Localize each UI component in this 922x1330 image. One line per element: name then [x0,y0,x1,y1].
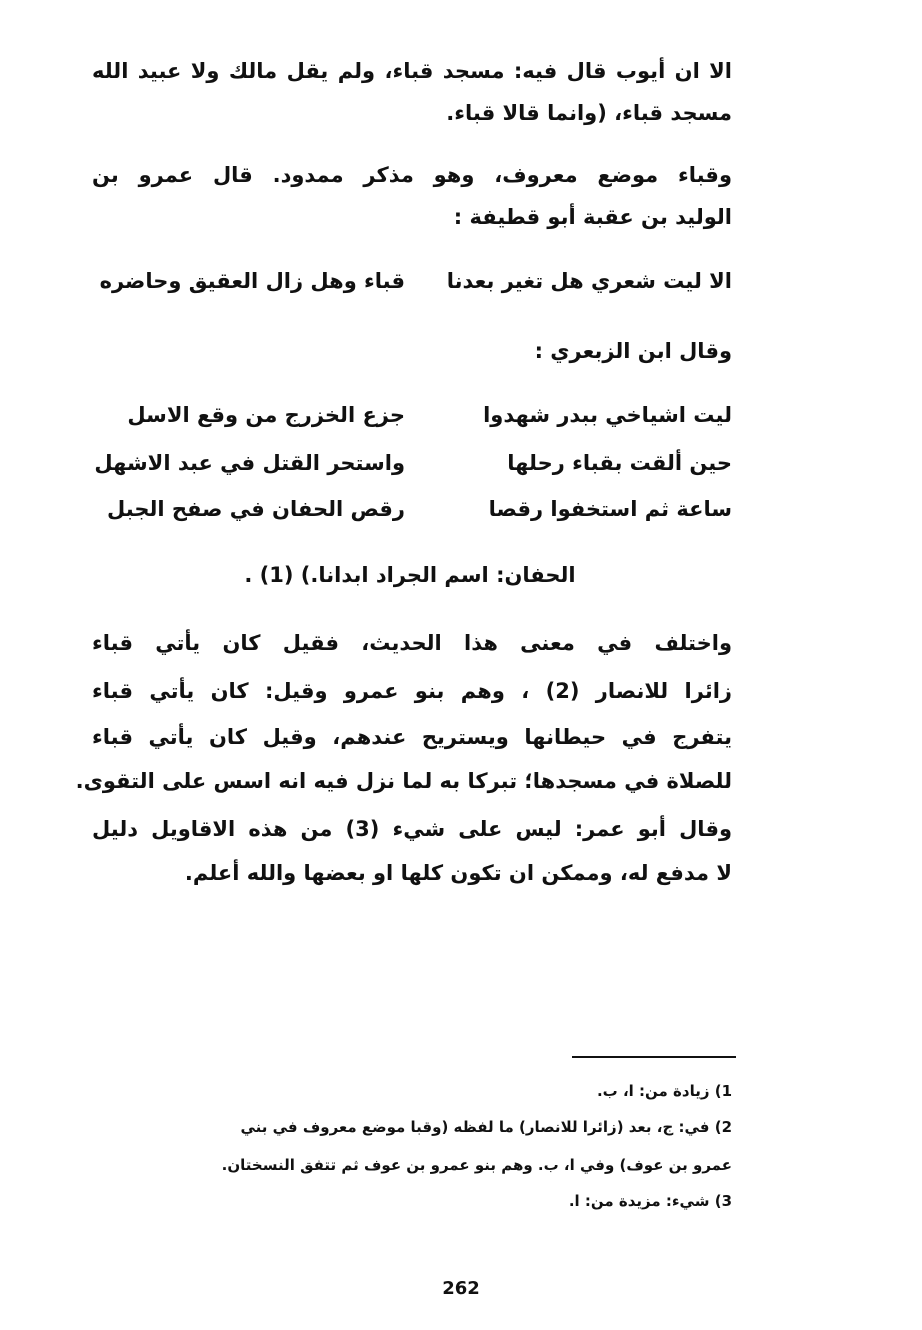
paragraph-5-line-1: وقال أبو عمر: ليس على شيء (3) من هذه الاقاويل دليل [92,817,733,841]
paragraph-2-line-1: وقباء موضع معروف، وهو مذكر ممدود. قال عمرو بن [92,163,732,187]
paragraph-4-line-4: للصلاة في مسجدها؛ تبركا به لما نزل فيه انه اسس على التقوى. [75,769,732,793]
verse-4-first-hemistich: ساعة ثم استخفوا رقصا [488,497,732,521]
verse-1-first-hemistich: الا ليت شعري هل تغير بعدنا [446,269,732,293]
verse-2-second-hemistich: جزع الخزرج من وقع الاسل [127,403,405,427]
verse-3-first-hemistich: حين ألقت بقباء رحلها [507,451,732,475]
footnote-2-line-1: 2) في: ج، بعد (زائرا للانصار) ما لفظه (وقبا موضع معروف في بني [240,1118,732,1136]
gloss-line: الحفان: اسم الجراد ابدانا.) (1) . [244,563,576,587]
verse-3-second-hemistich: واستحر القتل في عبد الاشهل [94,451,405,475]
verse-4-second-hemistich: رقص الحفان في صفح الجبل [107,497,405,521]
footnote-separator-rule [572,1056,736,1058]
footnote-1: 1) زيادة من: ا، ب. [596,1082,732,1100]
paragraph-1-line-2: مسجد قباء، (وانما قالا قباء. [446,101,732,125]
footnote-2-line-2: عمرو بن عوف) وفي ا، ب. وهم بنو عمرو بن عوف ثم تتفق النسختان. [221,1156,732,1174]
verse-2-first-hemistich: ليت اشياخي ببدر شهدوا [483,403,732,427]
paragraph-1-line-1: الا ان أيوب قال فيه: مسجد قباء، ولم يقل مالك ولا عبيد الله [92,59,732,83]
paragraph-5-line-2: لا مدفع له، وممكن ان تكون كلها او بعضها والله أعلم. [184,861,732,885]
paragraph-2-line-2: الوليد بن عقبة أبو قطيفة : [453,205,732,229]
footnote-3: 3) شيء: مزيدة من: ا. [568,1192,732,1210]
paragraph-4-line-2: زائرا للانصار (2) ، وهم بنو عمرو وقيل: كان يأتي قباء [92,679,732,703]
verse-1-second-hemistich: قباء وهل زال العقيق وحاضره [99,269,405,293]
paragraph-4-line-3: يتفرج في حيطانها ويستريح عندهم، وقيل كان يأتي قباء [92,725,732,749]
page-number: 262 [442,1278,480,1299]
paragraph-3: وقال ابن الزبعري : [534,339,732,363]
paragraph-4-line-1: واختلف في معنى هذا الحديث، فقيل كان يأتي قباء [92,631,732,655]
